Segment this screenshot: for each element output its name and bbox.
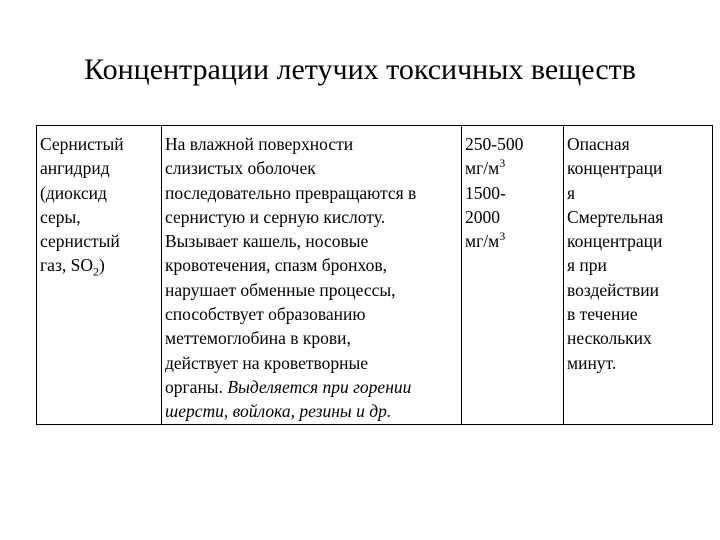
effect-line: Вызывает кашель, носовые — [165, 231, 369, 252]
assessment-line: нескольких — [567, 328, 652, 349]
effect-line: На влажной поверхности — [165, 134, 354, 154]
effect-cell — [162, 126, 462, 425]
effect-line: способствует образованию — [165, 304, 366, 325]
table-row — [37, 126, 713, 425]
formula-prefix: газ, SO — [40, 255, 93, 276]
assessment-line: я при — [567, 255, 607, 276]
concentration-value: 250-500 — [465, 134, 524, 154]
concentration-unit — [465, 229, 560, 253]
formula-subscript: 2 — [92, 264, 99, 279]
unit-superscript: 3 — [499, 229, 506, 244]
assessment-line: я — [567, 182, 576, 203]
effect-line: действует на кроветворные — [165, 352, 369, 373]
effect-plain-text: органы. — [165, 376, 228, 397]
substance-line: серы, — [40, 206, 81, 227]
substance-cell — [37, 126, 162, 425]
effect-italic-text: Выделяется при горении — [227, 376, 412, 397]
toxic-substances-table — [36, 125, 713, 425]
substance-formula-line — [40, 253, 158, 277]
concentration-cell — [462, 126, 564, 425]
assessment-line: воздействии — [567, 279, 659, 300]
assessment-line: в течение — [567, 304, 638, 325]
assessment-line: Смертельная — [567, 206, 664, 227]
substance-line: сернистый — [40, 231, 120, 252]
effect-line: кровотечения, спазм бронхов, — [165, 255, 387, 276]
assessment-line: концентраци — [567, 231, 663, 252]
substance-line: ангидрид — [40, 158, 110, 179]
concentration-value: 2000 — [465, 206, 500, 227]
effect-line: сернистую и серную кислоту. — [165, 206, 386, 227]
substance-line: (диоксид — [40, 182, 107, 203]
assessment-cell — [564, 126, 713, 425]
assessment-line: Опасная — [567, 134, 630, 154]
unit-superscript: 3 — [499, 156, 506, 171]
assessment-line: концентраци — [567, 158, 663, 179]
effect-line: слизистых оболочек — [165, 158, 316, 179]
effect-line: нарушает обменные процессы, — [165, 279, 396, 300]
effect-line: меттемоглобина в крови, — [165, 328, 351, 349]
effect-line: последовательно превращаются в — [165, 182, 417, 203]
substance-line: Сернистый — [40, 134, 124, 154]
concentration-value: 1500- — [465, 182, 506, 203]
concentration-unit — [465, 156, 560, 180]
effect-mixed-line — [165, 375, 458, 399]
unit-text: мг/м — [465, 231, 500, 252]
effect-italic-line: шерсти, войлока, резины и др. — [165, 401, 392, 422]
slide-title: Концентрации летучих токсичных веществ — [84, 53, 636, 86]
unit-text: мг/м — [465, 158, 500, 179]
assessment-line: минут. — [567, 352, 617, 373]
formula-suffix: ) — [98, 255, 105, 276]
